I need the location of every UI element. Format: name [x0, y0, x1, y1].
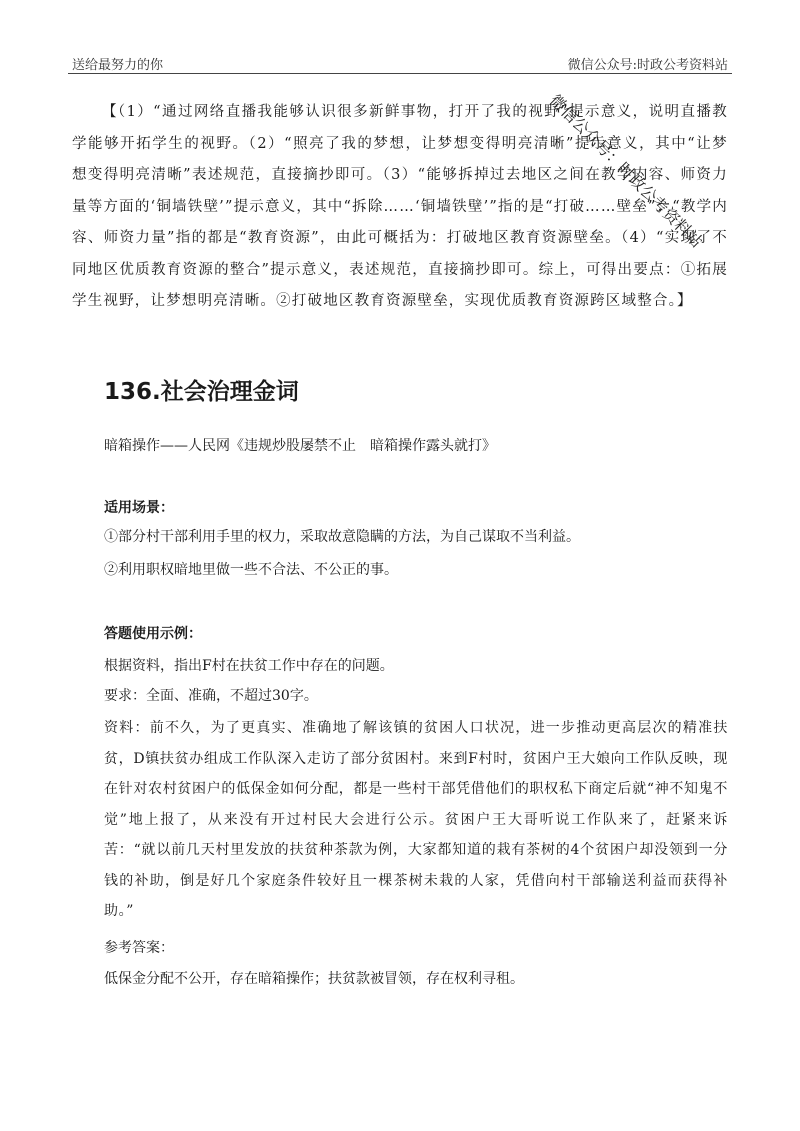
header-left-text: 送给最努力的你: [72, 58, 164, 73]
scenario-item-2: ②利用职权暗地里做一些不合法、不公正的事。: [104, 562, 398, 578]
material-paragraph: 资料：前不久，为了更真实、准确地了解该镇的贫困人口状况，进一步推动更高层次的精准扶贫，D镇扶贫办组成工作队深入走访了部分贫困村。来到F村时，贫困户王大娘向工作队反映，现在针对农村贫困户的低保金如何分配，都是一些村干部凭借他们的职权私下商定后就“神不知鬼不觉”地上报了，从来没有开过村民大会进行公示。贫困户王大哥听说工作队来了，赶紧来诉苦：“就以前几天村里发放的扶贫种茶款为例，大家都知道的栽有茶树的4个贫困户却没领到一分钱的补助，倒是好几个家庭条件较好且一棵茶树未栽的人家，凭借向村干部输送利益而获得补助。”: [104, 720, 728, 919]
question-line: 根据资料，指出F村在扶贫工作中存在的问题。: [104, 658, 394, 674]
source-line: 暗箱操作——人民网《违规炒股屡禁不止 暗箱操作露头就打》: [104, 438, 496, 454]
analysis-paragraph: 【（1）“通过网络直播我能够认识很多新鲜事物，打开了我的视野”提示意义，说明直播教学能够开拓学生的视野。（2）“照亮了我的梦想，让梦想变得明亮清晰”提示意义，其中“让梦想变得明亮清晰”表述规范，直接摘抄即可。（3）“能够拆掉过去地区之间在教学内容、师资力量等方面的‘铜墙铁壁’”提示意义，其中“拆除……‘铜墙铁壁’”指的是“打破……壁垒”；“教学内容、师资力量”指的都是“教育资源”，由此可概括为：打破地区教育资源壁垒。（4）“实现了不同地区优质教育资源的整合”提示意义，表述规范，直接摘抄即可。综上，可得出要点：①拓展学生视野，让梦想明亮清晰。②打破地区教育资源壁垒，实现优质教育资源跨区域整合。】: [72, 104, 728, 309]
section-title: 136.社会治理金词: [104, 379, 299, 405]
example-label: 答题使用示例：: [104, 626, 202, 642]
requirement-line: 要求：全面、准确，不超过30字。: [104, 688, 318, 704]
answer-line: 低保金分配不公开，存在暗箱操作；扶贫款被冒领，存在权利寻租。: [104, 971, 524, 987]
scenario-item-1: ①部分村干部利用手里的权力，采取故意隐瞒的方法，为自己谋取不当利益。: [104, 529, 580, 545]
header-divider: [68, 73, 732, 74]
scenario-label: 适用场景：: [104, 500, 174, 516]
header-right-text: 微信公众号:时政公考资料站: [567, 58, 728, 73]
answer-label: 参考答案：: [104, 940, 174, 956]
watermark: 微信公众号：时政公考资料站: [545, 90, 707, 252]
